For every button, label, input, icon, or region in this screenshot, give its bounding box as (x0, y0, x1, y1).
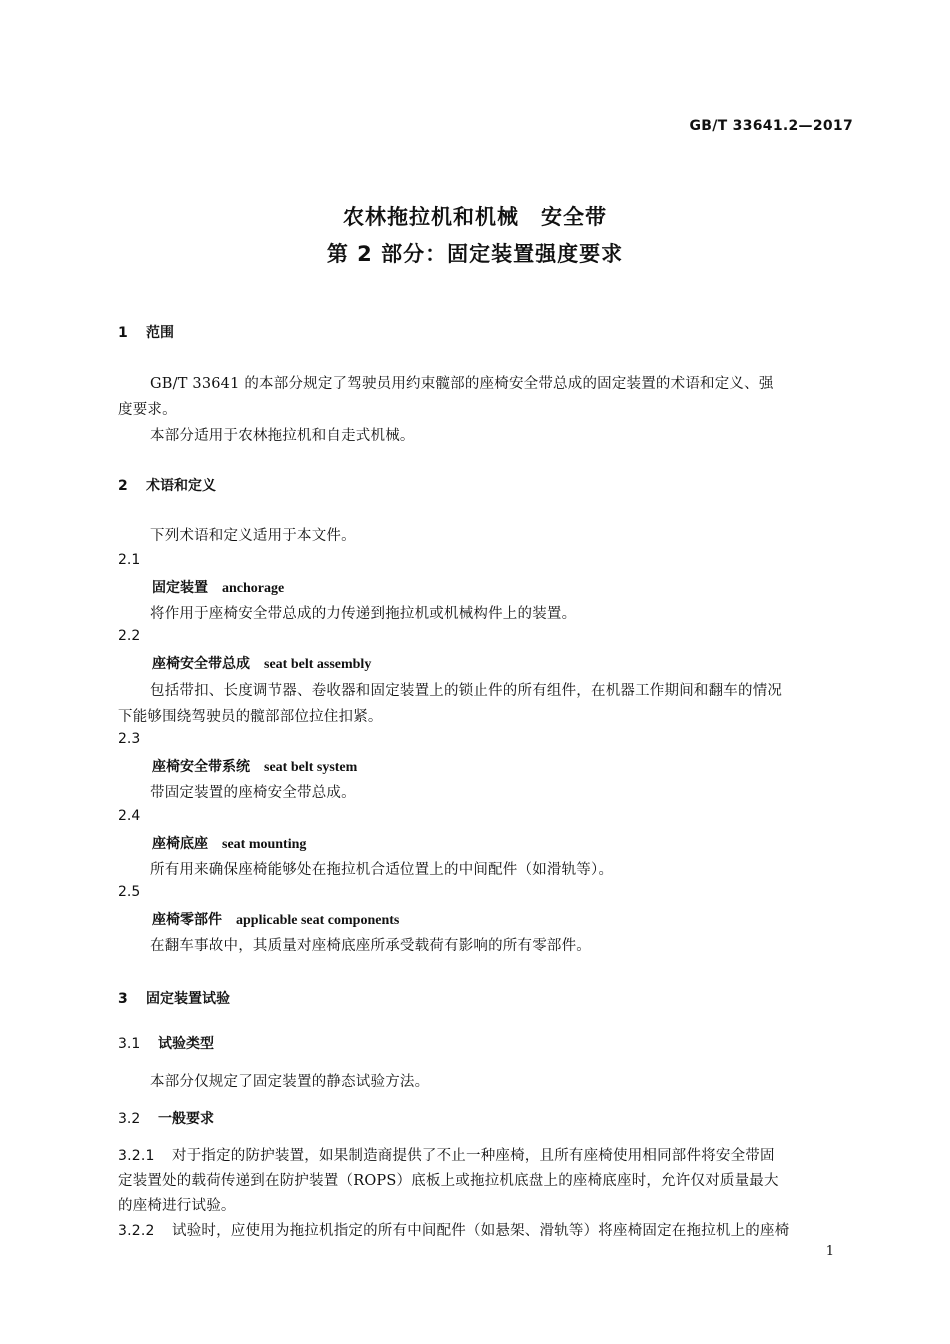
term-heading (152, 833, 306, 853)
subsection-3-1-heading (118, 1033, 214, 1053)
subsection-title: 试验类型 (158, 1036, 214, 1052)
section-number: 3 (118, 991, 128, 1007)
term-definition: 所有用来确保座椅能够处在拖拉机合适位置上的中间配件（如滑轨等）。 (150, 862, 614, 878)
document-title-line2: 第 2 部分：固定装置强度要求 (326, 242, 624, 266)
subsection-number: 3.1 (118, 1036, 141, 1052)
term-heading (152, 909, 399, 929)
term-number: 2.2 (118, 628, 141, 644)
paragraph-line: 定装置处的载荷传递到在防护装置（ROPS）底板上或拖拉机底盘上的座椅底座时，允许仅对质量最大 (118, 1173, 779, 1189)
paragraph-line: 本部分仅规定了固定装置的静态试验方法。 (150, 1074, 430, 1090)
clause-text: 对于指定的防护装置，如果制造商提供了不止一种座椅，且所有座椅使用相同部件将安全带固 (172, 1148, 775, 1164)
section-title: 术语和定义 (146, 478, 216, 494)
term-chinese: 固定装置 (152, 580, 208, 596)
section-title: 固定装置试验 (146, 991, 230, 1007)
subsection-3-2-heading (118, 1108, 214, 1128)
term-chinese: 座椅安全带系统 (152, 759, 250, 775)
standard-number: GB/T 33641.2—2017 (689, 118, 853, 134)
section-title: 范围 (146, 325, 174, 341)
term-chinese: 座椅零部件 (152, 912, 222, 928)
term-definition: 带固定装置的座椅安全带总成。 (150, 785, 356, 801)
subsection-number: 3.2 (118, 1111, 141, 1127)
term-english: seat mounting (222, 837, 307, 852)
clause-number: 3.2.2 (118, 1223, 155, 1239)
clause-3-2-2-line1 (118, 1219, 789, 1240)
term-definition: 包括带扣、长度调节器、卷收器和固定装置上的锁止件的所有组件，在机器工作期间和翻车的情况 (150, 683, 783, 699)
paragraph-line: GB/T 33641 的本部分规定了驾驶员用约束髋部的座椅安全带总成的固定装置的术语和定义、强 (150, 376, 774, 392)
term-number: 2.3 (118, 731, 141, 747)
term-chinese: 座椅底座 (152, 836, 208, 852)
term-english: seat belt assembly (264, 657, 372, 672)
term-heading (152, 756, 357, 776)
term-number: 2.5 (118, 884, 141, 900)
term-definition: 将作用于座椅安全带总成的力传递到拖拉机或机械构件上的装置。 (150, 606, 577, 622)
paragraph-line: 的座椅进行试验。 (118, 1198, 236, 1214)
section-3-heading (118, 988, 230, 1008)
paragraph-line: 下列术语和定义适用于本文件。 (150, 528, 356, 544)
term-definition: 在翻车事故中，其质量对座椅底座所承受载荷有影响的所有零部件。 (150, 938, 591, 954)
term-english: anchorage (222, 581, 285, 596)
term-heading (152, 653, 371, 673)
paragraph-line: 度要求。 (118, 402, 177, 418)
term-english: seat belt system (264, 760, 358, 775)
clause-text: 试验时，应使用为拖拉机指定的所有中间配件（如悬架、滑轨等）将座椅固定在拖拉机上的座椅 (172, 1223, 790, 1239)
clause-3-2-1-line1 (118, 1144, 775, 1165)
term-english: applicable seat components (236, 913, 400, 928)
section-1-heading (118, 322, 174, 342)
section-2-heading (118, 475, 216, 495)
section-number: 2 (118, 478, 128, 494)
term-chinese: 座椅安全带总成 (152, 656, 250, 672)
clause-number: 3.2.1 (118, 1148, 155, 1164)
page-number: 1 (825, 1244, 834, 1259)
section-number: 1 (118, 325, 128, 341)
term-heading (152, 577, 284, 597)
term-number: 2.1 (118, 552, 141, 568)
subsection-title: 一般要求 (158, 1111, 214, 1127)
paragraph-line: 本部分适用于农林拖拉机和自走式机械。 (150, 428, 415, 444)
term-definition: 下能够围绕驾驶员的髋部部位拉住扣紧。 (118, 709, 383, 725)
document-title-line1: 农林拖拉机和机械 安全带 (343, 205, 607, 229)
term-number: 2.4 (118, 808, 141, 824)
